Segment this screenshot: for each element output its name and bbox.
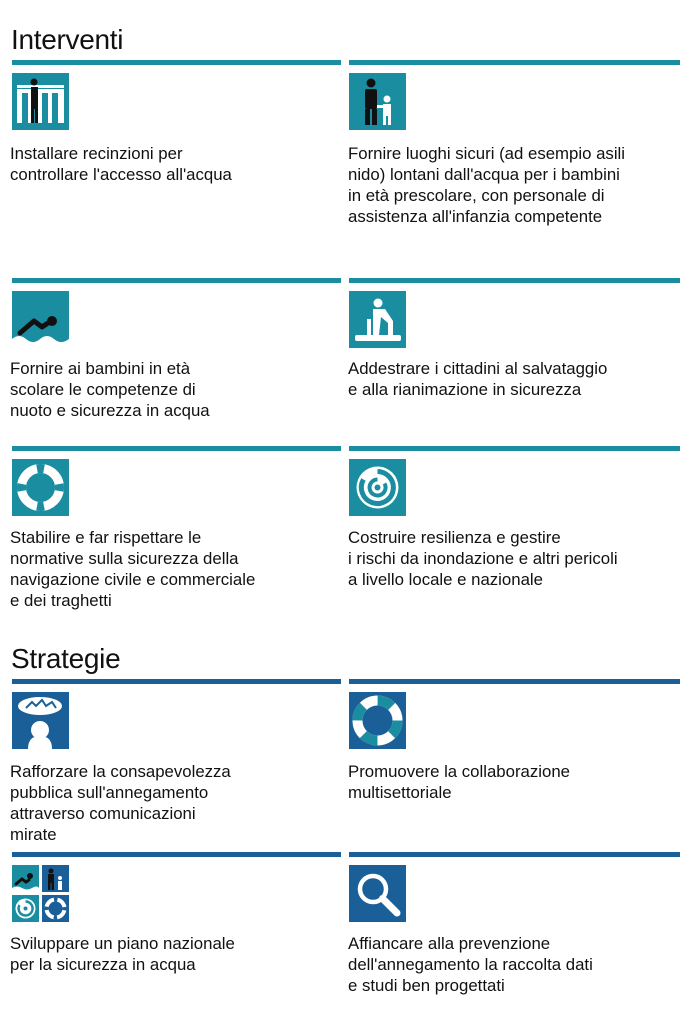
intervention-text-rescue-training: Addestrare i cittadini al salvataggio e alla rianimazione in sicurezza	[348, 359, 608, 399]
collaboration-icon	[349, 692, 406, 749]
intervention-text-flood-resilience: Costruire resilienza e gestire i rischi da inondazione e altri pericoli a livello locale e nazionale	[348, 528, 618, 589]
intervention-text-safe-places: Fornire luoghi sicuri (ad esempio asili nido) lontani dall'acqua per i bambini in età prescolare, con personale di assistenza all'infanzia competente	[348, 144, 626, 226]
divider	[349, 852, 680, 857]
flood-swirl-icon	[349, 459, 406, 516]
divider	[349, 679, 680, 684]
intervention-text-swimming: Fornire ai bambini in età scolare le competenze di nuoto e sicurezza in acqua	[10, 359, 210, 420]
divider	[349, 60, 680, 65]
strategy-text-national-plan: Sviluppare un piano nazionale per la sicurezza in acqua	[10, 934, 235, 974]
strategy-text-collaboration: Promuovere la collaborazione multisettoriale	[348, 762, 571, 802]
national-plan-icon	[12, 865, 69, 922]
divider	[12, 679, 341, 684]
divider	[349, 446, 680, 451]
intervention-text-navigation-safety: Stabilire e far rispettare le normative sulla sicurezza della navigazione civile e commerciale e dei traghetti	[10, 528, 256, 610]
divider	[12, 446, 341, 451]
divider	[12, 278, 341, 283]
divider	[12, 852, 341, 857]
section-title-strategie: Strategie	[11, 643, 121, 674]
divider	[12, 60, 341, 65]
strategy-text-awareness: Rafforzare la consapevolezza pubblica sull'annegamento attraverso comunicazioni mirate	[10, 762, 231, 844]
magnifier-icon	[349, 865, 406, 922]
lifebuoy-icon	[12, 459, 69, 516]
cpr-icon	[349, 291, 406, 348]
fence-icon	[12, 73, 69, 130]
strategy-text-data-research: Affiancare alla prevenzione dell'annegamento la raccolta dati e studi ben progettati	[348, 934, 593, 995]
section-title-interventi: Interventi	[11, 24, 124, 55]
awareness-icon	[12, 692, 69, 749]
swimmer-icon	[12, 291, 69, 348]
adult-child-icon	[349, 73, 406, 130]
divider	[349, 278, 680, 283]
intervention-text-fences: Installare recinzioni per controllare l'accesso all'acqua	[10, 144, 232, 184]
